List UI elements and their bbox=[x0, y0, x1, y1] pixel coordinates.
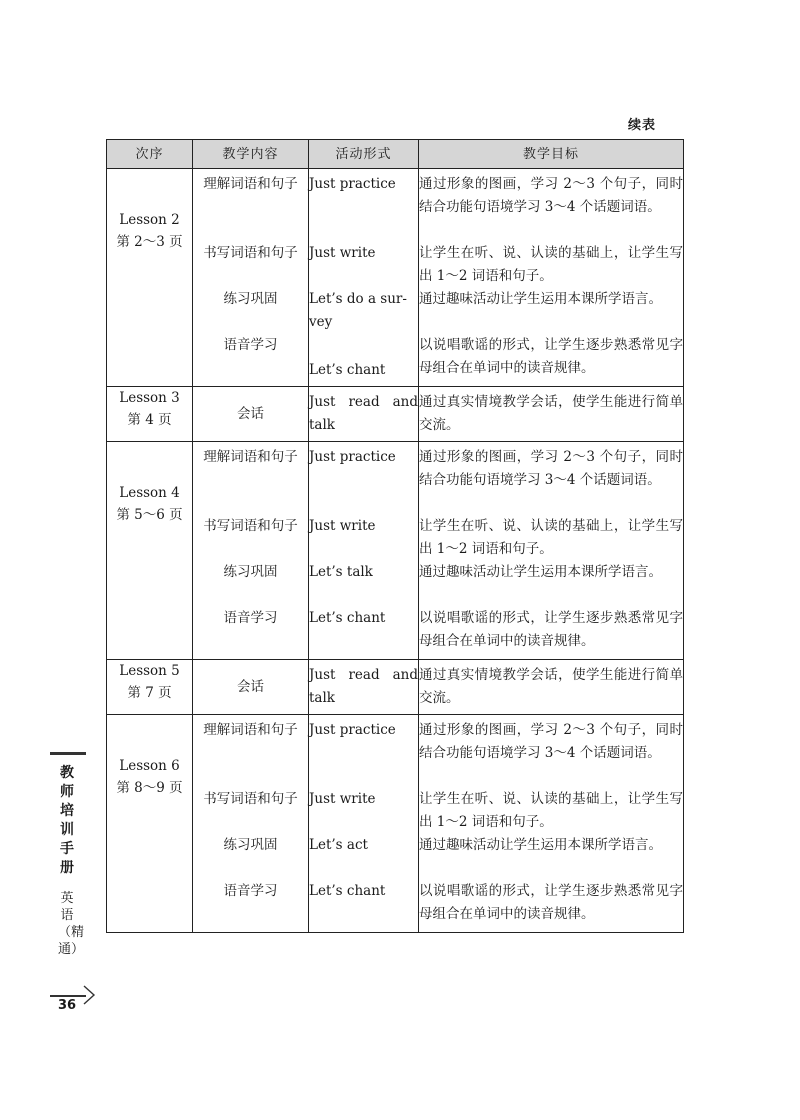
table-row bbox=[107, 169, 684, 243]
lesson-pages: 第 5～6 页 bbox=[116, 507, 183, 523]
handbook-subject: 英语（精通） bbox=[58, 891, 85, 957]
lesson-sequence bbox=[107, 442, 193, 660]
table-row bbox=[107, 334, 684, 387]
lesson-goal: 通过形象的图画，学习 2～3 个句子，同时结合功能句语境学习 3～4 个话题词语。 bbox=[419, 715, 684, 789]
lesson-content: 练习巩固 bbox=[193, 561, 309, 607]
lesson-content: 练习巩固 bbox=[193, 288, 309, 334]
page-number: 36 bbox=[57, 998, 77, 1013]
lesson-content: 语音学习 bbox=[193, 334, 309, 387]
lesson-id: Lesson 5 bbox=[119, 663, 180, 679]
header-content: 教学内容 bbox=[193, 140, 309, 169]
lesson-activity: Let’s act bbox=[309, 834, 419, 880]
table-row bbox=[107, 715, 684, 789]
lesson-goal: 让学生在听、说、认读的基础上，让学生写出 1～2 词语和句子。 bbox=[419, 788, 684, 834]
lesson-activity: Let’s chant bbox=[309, 334, 419, 387]
lesson-activity: Just practice bbox=[309, 169, 419, 243]
lesson-goal: 通过真实情境教学会话，使学生能进行简单交流。 bbox=[419, 387, 684, 442]
lesson-pages: 第 2～3 页 bbox=[116, 234, 183, 250]
lesson-goal: 通过趣味活动让学生运用本课所学语言。 bbox=[419, 561, 684, 607]
lesson-sequence bbox=[107, 169, 193, 387]
lesson-activity: Just write bbox=[309, 242, 419, 288]
table-row bbox=[107, 387, 684, 442]
lesson-goal: 以说唱歌谣的形式，让学生逐步熟悉常见字母组合在单词中的读音规律。 bbox=[419, 880, 684, 933]
lesson-id: Lesson 3 bbox=[119, 390, 180, 406]
lesson-goal: 通过形象的图画，学习 2～3 个句子，同时结合功能句语境学习 3～4 个话题词语。 bbox=[419, 169, 684, 243]
lesson-content: 书写词语和句子 bbox=[193, 788, 309, 834]
lesson-activity: Just write bbox=[309, 788, 419, 834]
lesson-content: 书写词语和句子 bbox=[193, 242, 309, 288]
lesson-sequence bbox=[107, 660, 193, 715]
table-row bbox=[107, 242, 684, 288]
chevron-right-icon bbox=[82, 984, 96, 1006]
lesson-activity: Let’s chant bbox=[309, 880, 419, 933]
lesson-id: Lesson 4 bbox=[119, 485, 180, 501]
table-row bbox=[107, 561, 684, 607]
lesson-activity: Just read and talk bbox=[309, 387, 419, 442]
lesson-content: 会话 bbox=[193, 387, 309, 442]
lesson-content: 理解词语和句子 bbox=[193, 715, 309, 789]
table-row bbox=[107, 660, 684, 715]
lesson-content: 会话 bbox=[193, 660, 309, 715]
lesson-content: 书写词语和句子 bbox=[193, 515, 309, 561]
lesson-goal: 以说唱歌谣的形式，让学生逐步熟悉常见字母组合在单词中的读音规律。 bbox=[419, 607, 684, 660]
handbook-title: 教师培训手册 bbox=[60, 765, 74, 876]
lesson-goal: 通过形象的图画，学习 2～3 个句子，同时结合功能句语境学习 3～4 个话题词语。 bbox=[419, 442, 684, 516]
lesson-content: 语音学习 bbox=[193, 880, 309, 933]
lesson-goal: 以说唱歌谣的形式，让学生逐步熟悉常见字母组合在单词中的读音规律。 bbox=[419, 334, 684, 387]
lesson-pages: 第 4 页 bbox=[127, 412, 172, 428]
table-row bbox=[107, 607, 684, 660]
lesson-activity: Just write bbox=[309, 515, 419, 561]
lesson-sequence bbox=[107, 715, 193, 933]
header-sequence: 次序 bbox=[107, 140, 193, 169]
side-tab-bottom-rule bbox=[50, 995, 86, 997]
table-row bbox=[107, 880, 684, 933]
table-row bbox=[107, 515, 684, 561]
lesson-pages: 第 8～9 页 bbox=[116, 780, 183, 796]
header-goal: 教学目标 bbox=[419, 140, 684, 169]
lesson-id: Lesson 2 bbox=[119, 212, 180, 228]
continued-label: 续表 bbox=[628, 118, 657, 133]
lesson-activity: Just practice bbox=[309, 715, 419, 789]
lesson-content: 语音学习 bbox=[193, 607, 309, 660]
table-row bbox=[107, 442, 684, 516]
lesson-goal: 通过真实情境教学会话，使学生能进行简单交流。 bbox=[419, 660, 684, 715]
table-row bbox=[107, 288, 684, 334]
side-tab-top-rule bbox=[50, 752, 86, 755]
lesson-content: 理解词语和句子 bbox=[193, 442, 309, 516]
lesson-content: 理解词语和句子 bbox=[193, 169, 309, 243]
header-activity: 活动形式 bbox=[309, 140, 419, 169]
lesson-goal: 通过趣味活动让学生运用本课所学语言。 bbox=[419, 834, 684, 880]
table-row bbox=[107, 834, 684, 880]
lesson-goal: 通过趣味活动让学生运用本课所学语言。 bbox=[419, 288, 684, 334]
table-header-row bbox=[107, 140, 684, 169]
lesson-id: Lesson 6 bbox=[119, 758, 180, 774]
lesson-activity: Just read and talk bbox=[309, 660, 419, 715]
lesson-activity: Let’s do a sur-vey bbox=[309, 288, 419, 334]
lesson-plan-table bbox=[106, 139, 684, 933]
table-row bbox=[107, 788, 684, 834]
lesson-goal: 让学生在听、说、认读的基础上，让学生写出 1～2 词语和句子。 bbox=[419, 242, 684, 288]
lesson-activity: Let’s talk bbox=[309, 561, 419, 607]
lesson-pages: 第 7 页 bbox=[127, 685, 172, 701]
lesson-activity: Let’s chant bbox=[309, 607, 419, 660]
lesson-activity: Just practice bbox=[309, 442, 419, 516]
lesson-content: 练习巩固 bbox=[193, 834, 309, 880]
lesson-goal: 让学生在听、说、认读的基础上，让学生写出 1～2 词语和句子。 bbox=[419, 515, 684, 561]
lesson-sequence bbox=[107, 387, 193, 442]
